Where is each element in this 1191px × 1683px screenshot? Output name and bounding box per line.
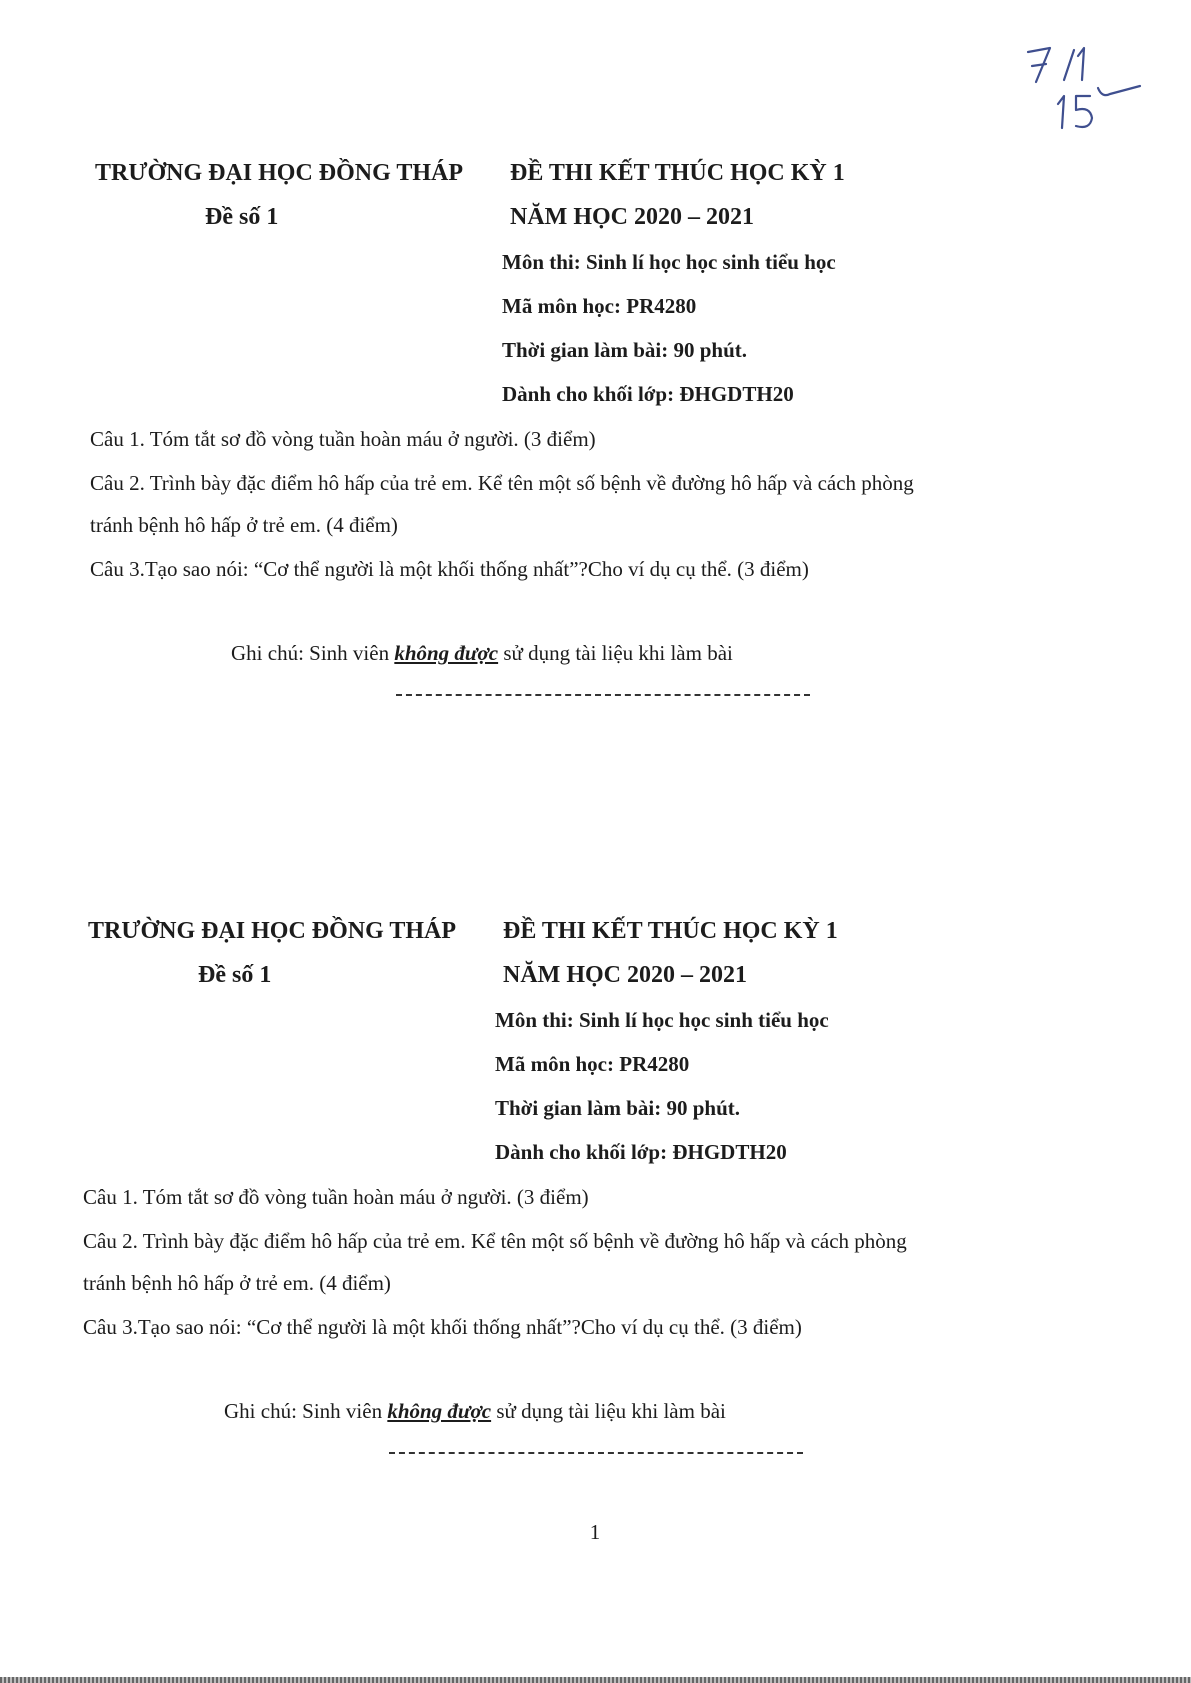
note-emphasis: không được	[394, 641, 499, 665]
subject: Môn thi: Sinh lí học học sinh tiểu học	[502, 250, 836, 274]
question-2-line-2: tránh bệnh hô hấp ở trẻ em. (4 điểm)	[83, 1271, 391, 1295]
question-2-line-1: Câu 2. Trình bày đặc điểm hô hấp của trẻ em. Kể tên một số bệnh về đường hô hấp và cách phòng	[90, 471, 914, 495]
duration: Thời gian làm bài: 90 phút.	[495, 1096, 741, 1120]
exam-title: ĐỀ THI KẾT THÚC HỌC KỲ 1	[510, 160, 845, 186]
question-3: Câu 3.Tạo sao nói: “Cơ thể người là một khối thống nhất”?Cho ví dụ cụ thể. (3 điểm)	[83, 1315, 802, 1339]
note-text-after: sử dụng tài liệu khi làm bài	[491, 1399, 726, 1423]
target-class: Dành cho khối lớp: ĐHGDTH20	[495, 1140, 787, 1164]
question-1: Câu 1. Tóm tắt sơ đồ vòng tuần hoàn máu ở người. (3 điểm)	[83, 1185, 589, 1209]
question-2-line-1: Câu 2. Trình bày đặc điểm hô hấp của trẻ em. Kể tên một số bệnh về đường hô hấp và cách phòng	[83, 1229, 907, 1253]
exam-code: Đề số 1	[198, 962, 272, 988]
exam-code: Đề số 1	[205, 204, 279, 230]
question-2-line-2: tránh bệnh hô hấp ở trẻ em. (4 điểm)	[90, 513, 398, 537]
dashed-divider	[396, 694, 810, 696]
scan-edge	[0, 1677, 1191, 1683]
school-name: TRƯỜNG ĐẠI HỌC ĐỒNG THÁP	[88, 918, 457, 944]
note-text-before: Ghi chú: Sinh viên	[231, 641, 395, 665]
dashed-divider	[389, 1452, 803, 1454]
exam-title: ĐỀ THI KẾT THÚC HỌC KỲ 1	[503, 918, 838, 944]
school-name: TRƯỜNG ĐẠI HỌC ĐỒNG THÁP	[95, 160, 464, 186]
page-number: 1	[589, 1520, 601, 1544]
note-text-before: Ghi chú: Sinh viên	[224, 1399, 388, 1423]
academic-year: NĂM HỌC 2020 – 2021	[503, 962, 747, 988]
exam-note	[231, 641, 733, 666]
note-emphasis: không được	[387, 1399, 492, 1423]
course-code: Mã môn học: PR4280	[495, 1052, 690, 1076]
academic-year: NĂM HỌC 2020 – 2021	[510, 204, 754, 230]
question-3: Câu 3.Tạo sao nói: “Cơ thể người là một khối thống nhất”?Cho ví dụ cụ thể. (3 điểm)	[90, 557, 809, 581]
course-code: Mã môn học: PR4280	[502, 294, 697, 318]
duration: Thời gian làm bài: 90 phút.	[502, 338, 748, 362]
note-text-after: sử dụng tài liệu khi làm bài	[498, 641, 733, 665]
subject: Môn thi: Sinh lí học học sinh tiểu học	[495, 1008, 829, 1032]
target-class: Dành cho khối lớp: ĐHGDTH20	[502, 382, 794, 406]
exam-note	[224, 1399, 726, 1424]
question-1: Câu 1. Tóm tắt sơ đồ vòng tuần hoàn máu ở người. (3 điểm)	[90, 427, 596, 451]
handwritten-note	[1020, 40, 1160, 140]
